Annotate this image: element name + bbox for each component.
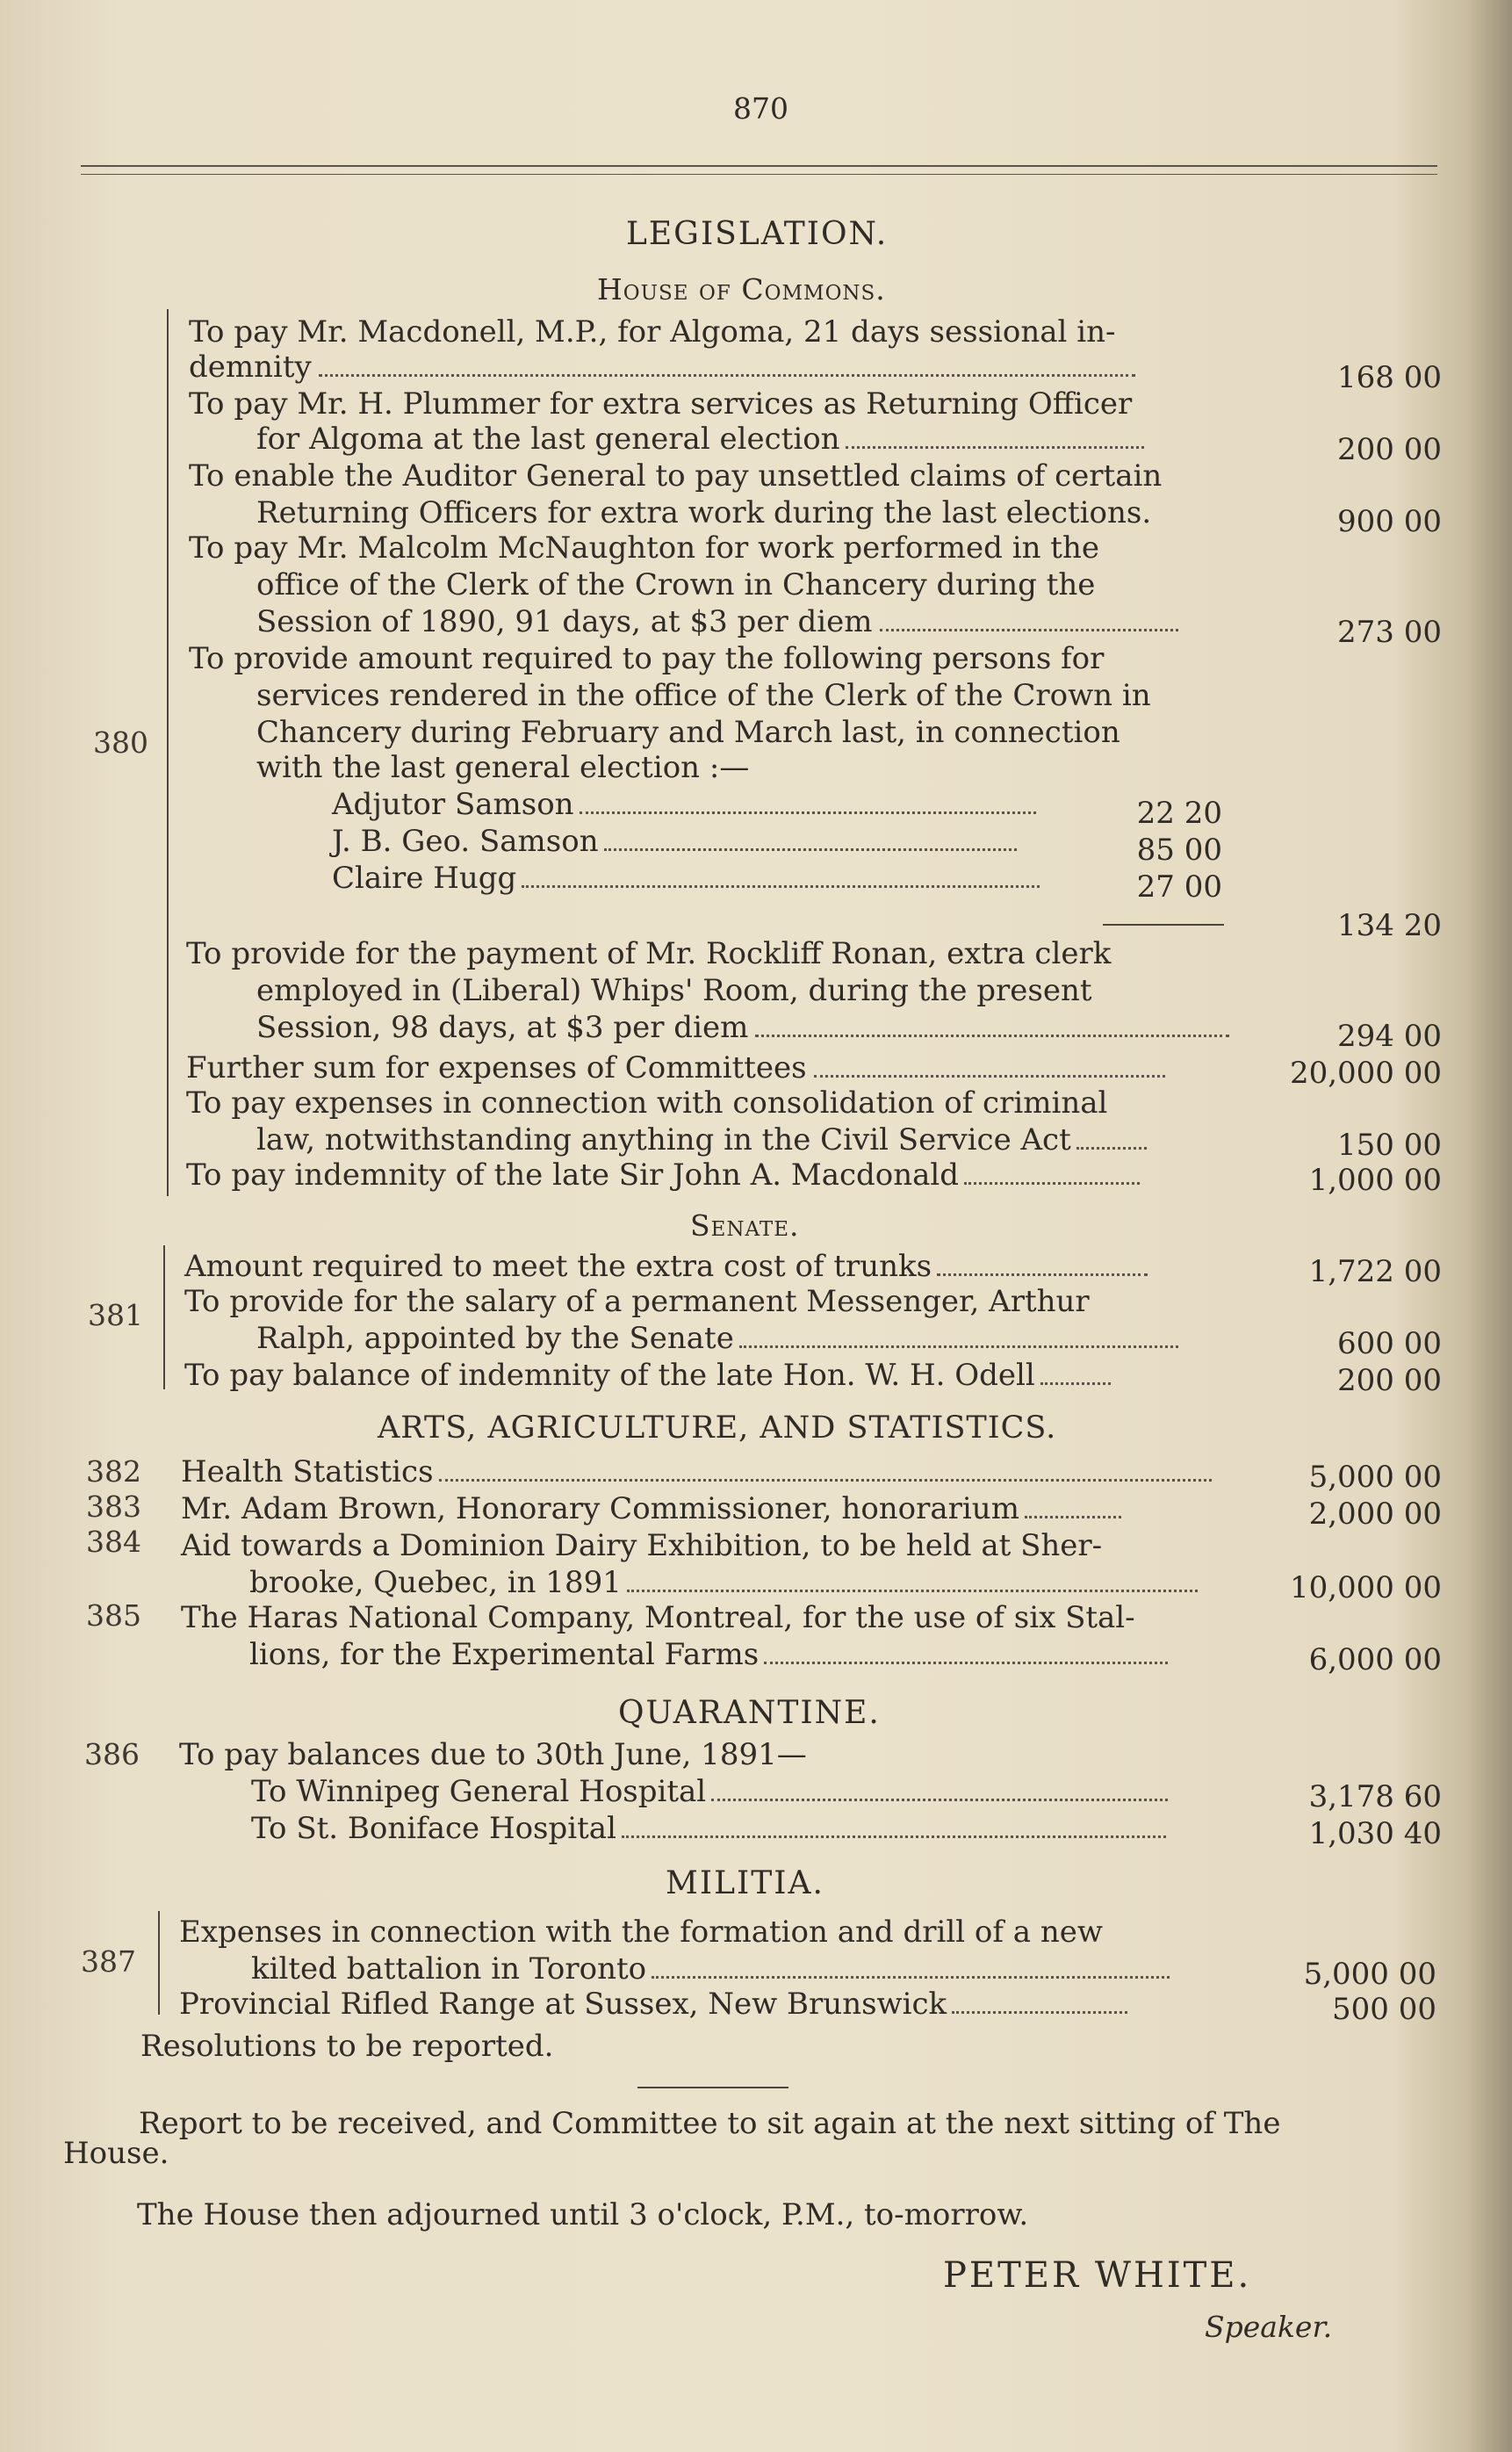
item-text: To pay indemnity of the late Sir John A. Macdonald	[186, 1157, 960, 1193]
section-house-of-commons: House of Commons.	[597, 272, 886, 306]
item-text: law, notwithstanding anything in the Civil Service Act	[256, 1122, 1071, 1157]
amount: 294 00	[1337, 1019, 1442, 1054]
leader-dots	[739, 1345, 1178, 1348]
item-line: To pay Mr. H. Plummer for extra services as Returning Officer	[189, 386, 1133, 422]
resolution-number-384: 384	[86, 1525, 141, 1559]
item-line: Returning Officers for extra work during the last elections.	[256, 495, 1152, 530]
amount: 168 00	[1337, 360, 1442, 395]
item-line: with the last general election :—	[256, 750, 750, 785]
resolution-number-382: 382	[86, 1454, 141, 1489]
speaker-name: PETER WHITE.	[943, 2255, 1252, 2296]
report-line: House.	[63, 2136, 169, 2171]
person-name: J. B. Geo. Samson	[332, 824, 599, 859]
leader-dots	[1040, 1382, 1111, 1385]
leader-dots	[846, 446, 1144, 449]
speaker-title: Speaker.	[1205, 2310, 1333, 2344]
item-text: Provincial Rifled Range at Sussex, New Brunswick	[179, 1987, 947, 2022]
item-text: Ralph, appointed by the Senate	[256, 1321, 734, 1356]
item-line	[186, 1050, 1165, 1085]
header-rule-bottom	[81, 174, 1437, 175]
item-text: lions, for the Experimental Farms	[249, 1637, 760, 1672]
amount: 150 00	[1337, 1128, 1442, 1163]
item-line	[256, 422, 1144, 457]
item-line	[256, 1321, 1178, 1356]
amount: 20,000 00	[1289, 1056, 1442, 1091]
item-line	[189, 350, 1135, 385]
leader-dots	[622, 1835, 1166, 1838]
item-line: To provide for the salary of a permanent Messenger, Arthur	[184, 1284, 1090, 1319]
leader-dots	[439, 1479, 1212, 1482]
section-militia: MILITIA.	[666, 1865, 824, 1901]
resolution-number-387: 387	[81, 1944, 136, 1979]
leader-dots	[652, 1976, 1170, 1979]
amount: 134 20	[1337, 908, 1442, 943]
leader-dots	[319, 374, 1135, 377]
item-line	[256, 1122, 1147, 1157]
item-text: for Algoma at the last general election	[256, 422, 840, 457]
leader-dots	[764, 1662, 1168, 1664]
brace-380	[167, 309, 169, 1196]
subtotal-rule	[1103, 924, 1224, 926]
item-text: demnity	[189, 350, 312, 385]
item-line: Aid towards a Dominion Dairy Exhibition, to be held at Sher-	[181, 1528, 1103, 1563]
leader-dots	[711, 1799, 1168, 1801]
amount: 600 00	[1337, 1326, 1442, 1361]
leader-dots	[1025, 1516, 1121, 1518]
header-rule-top	[81, 165, 1437, 167]
item-text: Session, 98 days, at $3 per diem	[256, 1010, 749, 1045]
leader-dots	[964, 1182, 1140, 1185]
item-text: Session of 1890, 91 days, at $3 per diem	[256, 604, 873, 639]
item-line: To enable the Auditor General to pay unsettled claims of certain	[189, 458, 1163, 494]
brace-381	[163, 1245, 165, 1389]
item-line: To pay Mr. Macdonell, M.P., for Algoma, 21 days sessional in-	[189, 314, 1116, 350]
item-line	[184, 1358, 1111, 1393]
item-text: kilted battalion in Toronto	[251, 1951, 647, 1987]
resolutions-note: Resolutions to be reported.	[140, 2029, 554, 2064]
leader-dots	[627, 1590, 1198, 1592]
amount: 200 00	[1337, 1363, 1442, 1398]
amount: 200 00	[1337, 432, 1442, 467]
leader-dots	[580, 811, 1036, 814]
item-line: office of the Clerk of the Crown in Chancery during the	[256, 567, 1096, 602]
person-name: Claire Hugg	[332, 861, 517, 896]
item-line	[249, 1565, 1198, 1600]
item-text: To Winnipeg General Hospital	[251, 1774, 707, 1809]
item-text: Amount required to meet the extra cost of trunks	[184, 1249, 932, 1284]
item-line	[181, 1491, 1121, 1526]
item-line	[256, 1010, 1229, 1045]
divider-rule	[637, 2087, 788, 2088]
item-line	[181, 1454, 1212, 1489]
sub-amount: 22 20	[1136, 796, 1222, 831]
sub-amount: 85 00	[1136, 833, 1222, 868]
item-line	[256, 604, 1178, 639]
item-line: To provide amount required to pay the following persons for	[189, 641, 1105, 676]
item-text: Mr. Adam Brown, Honorary Commissioner, honorarium	[181, 1491, 1019, 1526]
amount: 273 00	[1337, 615, 1442, 650]
amount: 5,000 00	[1303, 1957, 1436, 1992]
resolution-number-383: 383	[86, 1489, 141, 1524]
item-line	[179, 1987, 1127, 2022]
person-line	[332, 824, 1017, 859]
leader-dots	[952, 2011, 1127, 2014]
resolution-number-380: 380	[93, 725, 148, 760]
person-line	[332, 787, 1036, 822]
item-text: brooke, Quebec, in 1891	[249, 1565, 622, 1600]
item-line: To pay Mr. Malcolm McNaughton for work performed in the	[189, 530, 1099, 566]
amount: 900 00	[1337, 504, 1442, 539]
brace-387	[158, 1911, 160, 2015]
item-line	[251, 1951, 1170, 1987]
item-text: To St. Boniface Hospital	[251, 1811, 616, 1846]
amount: 3,178 60	[1308, 1779, 1442, 1814]
item-line: The Haras National Company, Montreal, for the use of six Stal-	[181, 1600, 1135, 1635]
item-line	[251, 1774, 1168, 1809]
leader-dots	[755, 1035, 1229, 1037]
resolution-number-381: 381	[88, 1298, 143, 1332]
person-line	[332, 861, 1040, 896]
item-text: To pay balance of indemnity of the late Hon. W. H. Odell	[184, 1358, 1035, 1393]
leader-dots	[937, 1273, 1148, 1276]
item-line: To pay balances due to 30th June, 1891—	[179, 1737, 807, 1772]
item-line: To pay expenses in connection with consolidation of criminal	[186, 1085, 1108, 1121]
section-arts-agriculture-statistics: ARTS, AGRICULTURE, AND STATISTICS.	[378, 1410, 1057, 1446]
leader-dots	[814, 1075, 1165, 1078]
report-line: Report to be received, and Committee to sit again at the next sitting of The	[139, 2106, 1281, 2141]
amount: 1,030 40	[1308, 1816, 1442, 1851]
leader-dots	[522, 885, 1040, 888]
resolution-number-385: 385	[86, 1598, 141, 1633]
page-number: 870	[733, 91, 788, 126]
item-text: Further sum for expenses of Committees	[186, 1050, 807, 1085]
section-senate: Senate.	[690, 1208, 800, 1243]
item-line	[249, 1637, 1168, 1672]
item-line: Expenses in connection with the formation and drill of a new	[179, 1915, 1103, 1950]
amount: 500 00	[1332, 1992, 1436, 2027]
amount: 2,000 00	[1308, 1496, 1442, 1532]
section-quarantine: QUARANTINE.	[618, 1695, 881, 1731]
item-line	[184, 1249, 1148, 1284]
leader-dots	[1076, 1147, 1147, 1150]
amount: 1,000 00	[1308, 1163, 1442, 1198]
section-legislation: LEGISLATION.	[626, 216, 889, 252]
item-line: employed in (Liberal) Whips' Room, during the present	[256, 973, 1092, 1008]
adjournment-line: The House then adjourned until 3 o'clock, P.M., to-morrow.	[137, 2197, 1029, 2232]
resolution-number-386: 386	[84, 1737, 140, 1771]
leader-dots	[880, 629, 1178, 631]
sub-amount: 27 00	[1136, 869, 1222, 905]
item-line: To provide for the payment of Mr. Rockliff Ronan, extra clerk	[186, 936, 1112, 971]
amount: 5,000 00	[1308, 1460, 1442, 1495]
amount: 1,722 00	[1308, 1254, 1442, 1289]
item-line: Chancery during February and March last, in connection	[256, 715, 1120, 750]
leader-dots	[604, 848, 1017, 851]
item-text: Health Statistics	[181, 1454, 434, 1489]
item-line	[186, 1157, 1140, 1193]
item-line	[251, 1811, 1166, 1846]
person-name: Adjutor Samson	[332, 787, 574, 822]
amount: 6,000 00	[1308, 1642, 1442, 1677]
item-line: services rendered in the office of the Clerk of the Crown in	[256, 678, 1151, 713]
amount: 10,000 00	[1289, 1570, 1442, 1605]
